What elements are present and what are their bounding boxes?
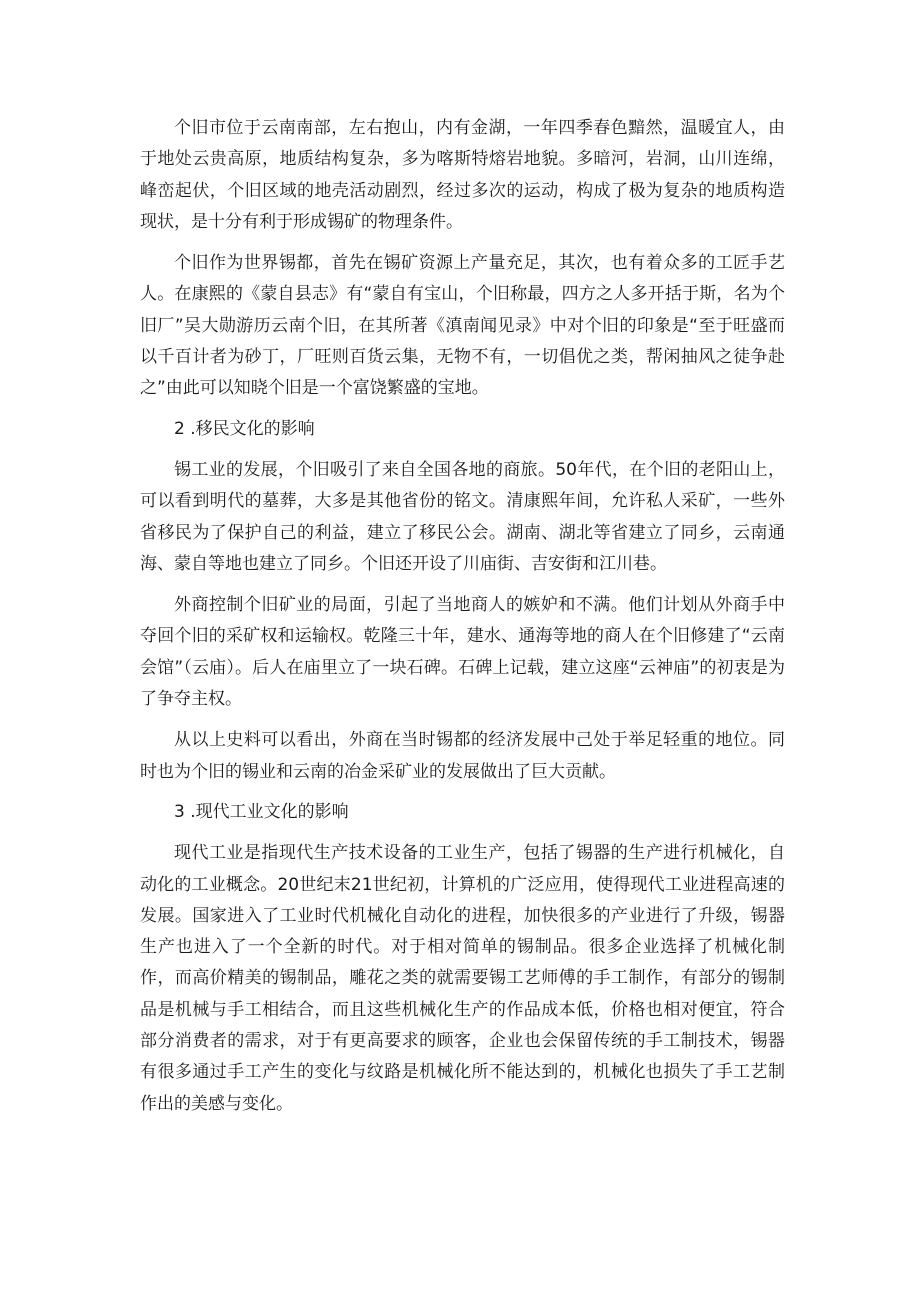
paragraph-geography: 个旧市位于云南南部，左右抱山，内有金湖，一年四季春色黯然，温暖宜人，由于地处云贵高原，地质结构复杂，多为喀斯特熔岩地貌。多暗河，岩洞，山川连绵，峰峦起伏，个旧区域的地壳活动剧烈，经过多次的运动，构成了极为复杂的地质构造现状，是十分有利于形成锡矿的物理条件。 [140,118,785,232]
section-heading-migrant-culture: 2 .移民文化的影响 [174,418,315,439]
paragraph-modern-industry: 现代工业是指现代生产技术设备的工业生产，包括了锡器的生产进行机械化，自动化的工业概念。20世纪末21世纪初，计算机的广泛应用，使得现代工业进程高速的发展。国家进入了工业时代机械化自动化的进程，加快很多的产业进行了升级，锡器生产也进入了一个全新的时代。对于相对简单的锡制品。很多企业选择了机械化制作，而高价精美的锡制品，雕花之类的就需要锡工艺师傅的手工制作，有部分的锡制品是机械与手工相结合，而且这些机械化生产的作品成本低，价格也相对便宜，符合部分消费者的需求，对于有更高要求的顾客，企业也会保留传统的手工制技术，锡器有很多通过手工产生的变化与纹路是机械化所不能达到的，机械化也损失了手工艺制作出的美感与变化。 [140,843,785,1114]
paragraph-tin-capital: 个旧作为世界锡都，首先在锡矿资源上产量充足，其次，也有着众多的工匠手艺人。在康熙的《蒙自县志》有“蒙自有宝山，个旧称最，四方之人多开括于斯，名为个旧厂”吴大勋游历云南个旧，在其所著《滇南闻见录》中对个旧的印象是“至于旺盛而以千百计者为砂丁，厂旺则百货云集，无物不有，一切倡优之类，帮闲抽风之徒争赴之”由此可以知晓个旧是一个富饶繁盛的宝地。 [140,253,785,399]
paragraph-historical-conclusion: 从以上史料可以看出，外商在当时锡都的经济发展中己处于举足轻重的地位。同时也为个旧的锡业和云南的冶金采矿业的发展做出了巨大贡献。 [140,730,785,782]
section-heading-modern-industry: 3 .现代工业文化的影响 [174,801,349,822]
paragraph-foreign-merchants: 外商控制个旧矿业的局面，引起了当地商人的嫉妒和不满。他们计划从外商手中夺回个旧的采矿权和运输权。乾隆三十年，建水、通海等地的商人在个旧修建了“云南会馆”（云庙）。后人在庙里立了一块石碑。石碑上记载，建立这座“云神庙”的初衷是为了争夺主权。 [140,595,785,710]
document-page [140,113,785,1120]
paragraph-migrants: 锡工业的发展，个旧吸引了来自全国各地的商旅。50年代，在个旧的老阳山上，可以看到明代的墓葬，大多是其他省份的铭文。清康熙年间，允许私人采矿，一些外省移民为了保护自己的利益，建立了移民公会。湖南、湖北等省建立了同乡，云南通海、蒙自等地也建立了同乡。个旧还开设了川庙街、吉安街和江川巷。 [140,459,785,574]
